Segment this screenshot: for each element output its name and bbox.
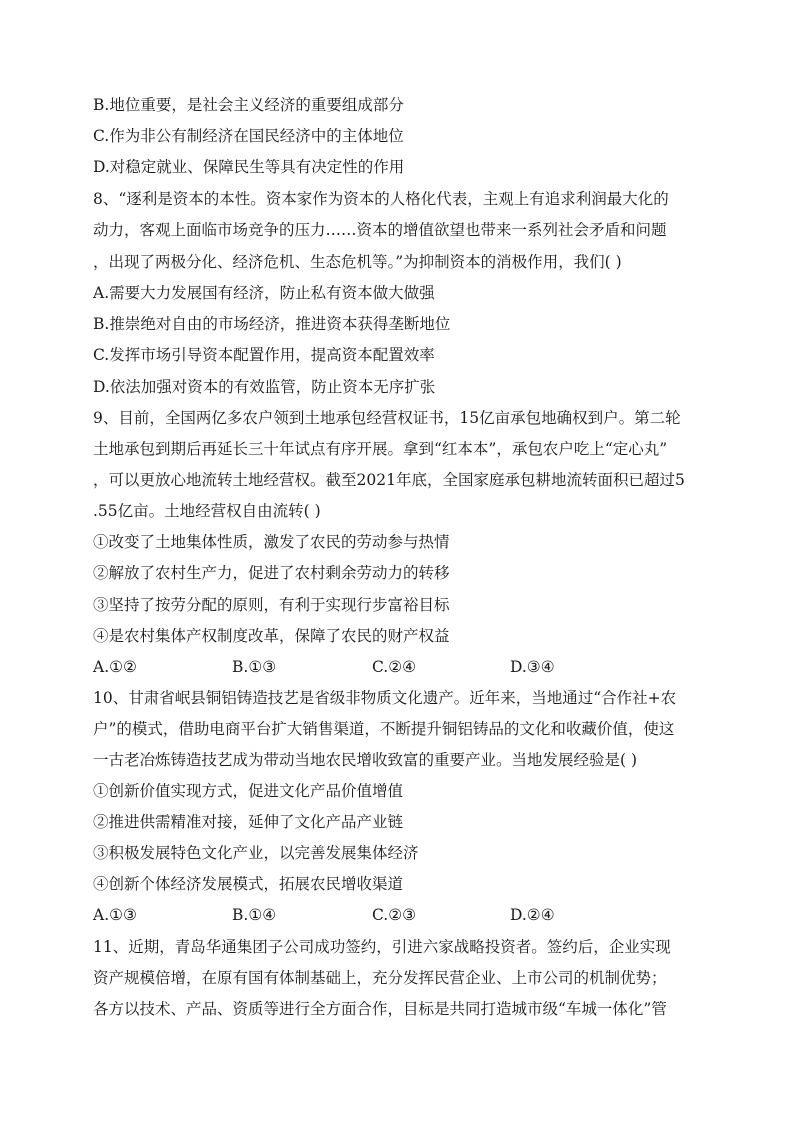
q9-item-4: ④是农村集体产权制度改革，保障了农民的财产权益 xyxy=(93,627,450,645)
q11-stem-line: 各方以技术、产品、资质等进行全方面合作，目标是共同打造城市级“车城一体化”管 xyxy=(93,1000,667,1018)
q10-choice-d: D.②④ xyxy=(510,906,555,924)
q10-choice-c: C.②③ xyxy=(372,906,417,924)
q9-stem-line: 9、目前，全国两亿多农户领到土地承包经营权证书，15亿亩承包地确权到户。第二轮 xyxy=(93,409,681,427)
q10-item-2: ②推进供需精准对接，延伸了文化产品产业链 xyxy=(93,813,404,831)
q9-choice-b: B.①③ xyxy=(232,658,277,676)
q10-item-3: ③积极发展特色文化产业，以完善发展集体经济 xyxy=(93,844,419,862)
q9-stem-line: ，可以更放心地流转土地经营权。截至2021年底，全国家庭承包耕地流转面积已超过5 xyxy=(93,471,685,489)
q9-item-2: ②解放了农村生产力，促进了农村剩余劳动力的转移 xyxy=(93,564,450,582)
q10-stem-line: 户”的模式，借助电商平台扩大销售渠道，不断提升铜铝铸品的文化和收藏价值，使这 xyxy=(93,720,675,738)
q9-item-3: ③坚持了按劳分配的原则，有利于实现行步富裕目标 xyxy=(93,596,450,614)
q8-stem-line: ，出现了两极分化、经济危机、生态危机等。”为抑制资本的消极作用，我们( ) xyxy=(93,253,622,271)
q9-choice-c: C.②④ xyxy=(372,658,417,676)
q10-choice-b: B.①④ xyxy=(232,906,277,924)
q8-option-b: B.推崇绝对自由的市场经济，推进资本获得垄断地位 xyxy=(93,315,451,333)
q10-item-1: ①创新价值实现方式，促进文化产品价值增值 xyxy=(93,782,404,800)
q7-option-b: B.地位重要，是社会主义经济的重要组成部分 xyxy=(93,96,404,114)
q9-choice-d: D.③④ xyxy=(510,658,555,676)
q10-stem-line: 10、甘肃省岷县铜铝铸造技艺是省级非物质文化遗产。近年来，当地通过“合作社+农 xyxy=(93,689,677,707)
q10-stem-line: 一古老冶炼铸造技艺成为带动当地农民增收致富的重要产业。当地发展经验是( ) xyxy=(93,751,638,769)
q8-stem-line: 8、“逐利是资本的本性。资本家作为资本的人格化代表，主观上有追求利润最大化的 xyxy=(93,190,669,208)
q10-item-4: ④创新个体经济发展模式，拓展农民增收渠道 xyxy=(93,875,404,893)
q9-choice-a: A.①② xyxy=(93,658,137,676)
q7-option-c: C.作为非公有制经济在国民经济中的主体地位 xyxy=(93,127,404,145)
q10-choice-a: A.①③ xyxy=(93,906,137,924)
q8-option-d: D.依法加强对资本的有效监管，防止资本无序扩张 xyxy=(93,378,436,396)
q8-option-c: C.发挥市场引导资本配置作用，提高资本配置效率 xyxy=(93,346,435,364)
q9-stem-line: .55亿亩。土地经营权自由流转( ) xyxy=(93,502,321,520)
q8-stem-line: 动力，客观上面临市场竞争的压力……资本的增值欲望也带来一系列社会矛盾和问题 xyxy=(93,221,667,239)
q9-stem-line: 土地承包到期后再延长三十年试点有序开展。拿到“红本本”，承包农户吃上“定心丸” xyxy=(93,440,668,458)
q9-choices xyxy=(93,657,713,677)
q8-option-a: A.需要大力发展国有经济，防止私有资本做大做强 xyxy=(93,284,435,302)
q9-item-1: ①改变了土地集体性质，激发了农民的劳动参与热情 xyxy=(93,533,450,551)
q7-option-d: D.对稳定就业、保障民生等具有决定性的作用 xyxy=(93,158,405,176)
q11-stem-line: 资产规模倍增，在原有国有体制基础上，充分发挥民营企业、上市公司的机制优势； xyxy=(93,969,667,987)
q11-stem-line: 11、近期，青岛华通集团子公司成功签约，引进六家战略投资者。签约后，企业实现 xyxy=(93,938,671,956)
q10-choices xyxy=(93,905,713,925)
